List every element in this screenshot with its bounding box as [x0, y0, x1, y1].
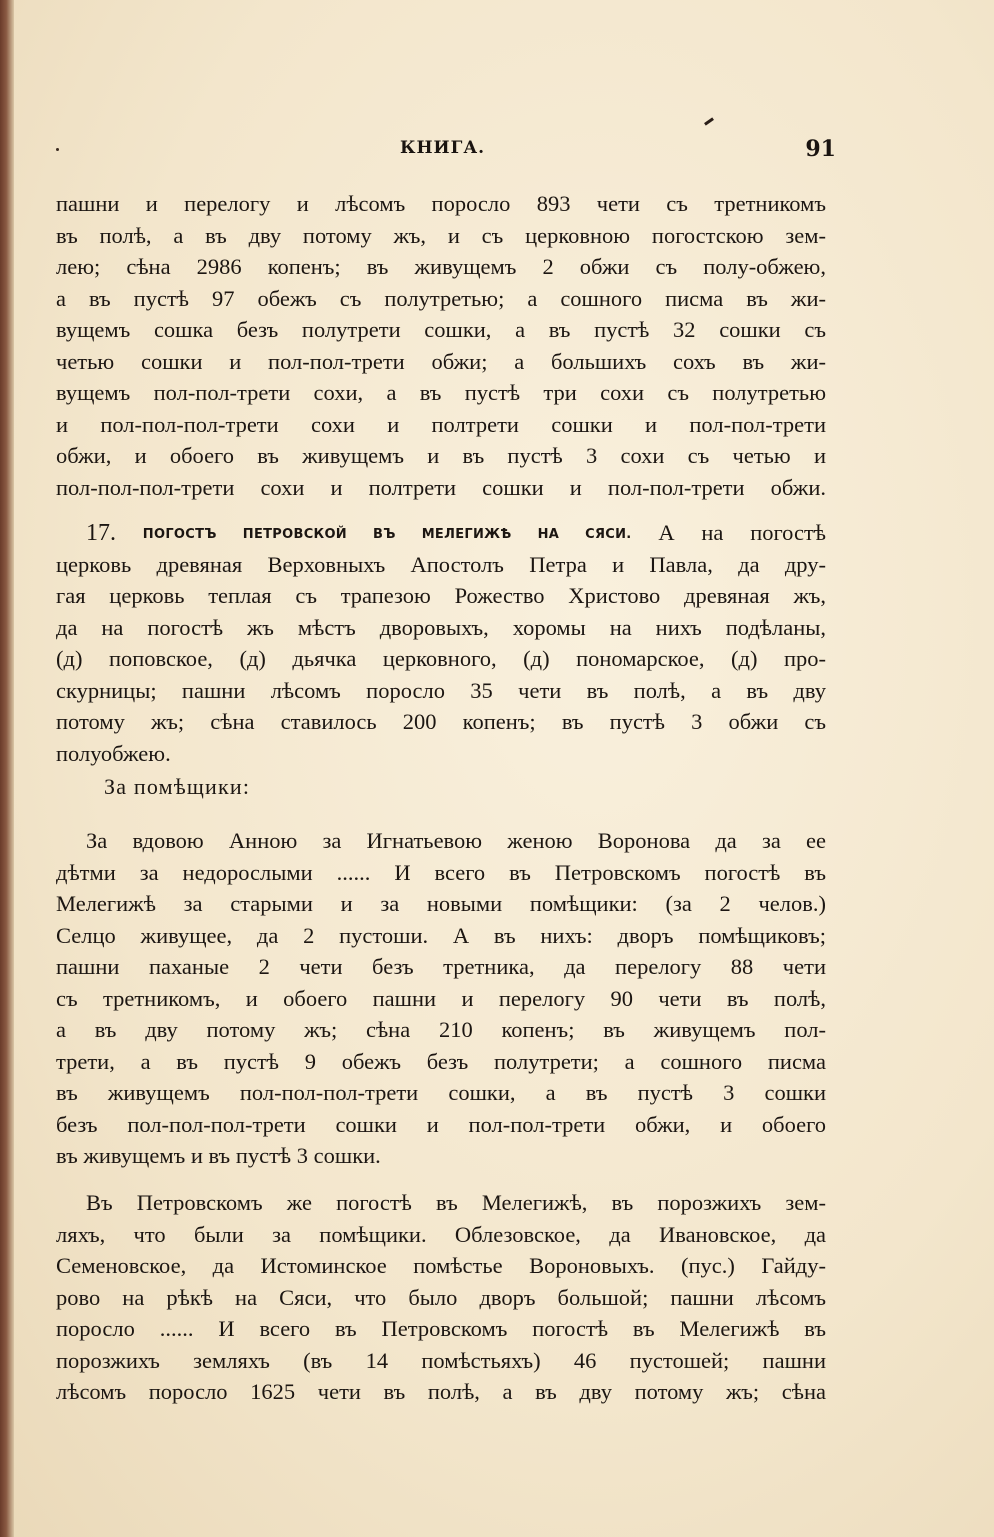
text-line: въ живущемъ и въ пустѣ 3 сошки.	[56, 1143, 381, 1168]
text-line: лѣсомъ поросло 1625 чети въ полѣ, а въ дву потому жъ; сѣна	[56, 1379, 826, 1404]
text-line: Въ Петровскомъ же погостѣ въ Мелегижѣ, въ порозжихъ зем-	[86, 1190, 826, 1215]
text-line: четью сошки и пол-пол-трети обжи; а большихъ сохъ въ жи-	[56, 348, 826, 374]
book-binding-edge	[0, 0, 14, 1537]
text-line: поросло ...... И всего въ Петровскомъ погостѣ въ Мелегижѣ въ	[56, 1316, 826, 1341]
section-subheading: За помѣщики:	[104, 774, 251, 799]
text-line: За вдовою Анною за Игнатьевою женою Воронова да за ее	[86, 828, 826, 853]
text-line: въ живущемъ пол-пол-пол-трети сошки, а въ пустѣ 3 сошки	[56, 1080, 826, 1105]
text-line: обжи, и обоего въ живущемъ и въ пустѣ 3 сохи съ четью и	[56, 443, 826, 468]
section-number: 17.	[86, 520, 116, 546]
text-line: трети, а въ пустѣ 9 обежъ безъ полутрети; а сошного писма	[56, 1048, 826, 1074]
text-line: вущемъ сошка безъ полутрети сошки, а въ пустѣ 32 сошки съ	[56, 317, 826, 342]
text-line: Семеновское, да Истоминское помѣстье Вороновыхъ. (пус.) Гайду-	[56, 1253, 826, 1278]
text-line: гая церковь теплая съ трапезою Рожество Христово древяная жъ,	[56, 583, 826, 608]
paragraph-3	[56, 825, 826, 1172]
text-line: а въ дву потому жъ; сѣна 210 копенъ; въ живущемъ пол-	[56, 1017, 826, 1042]
text-line: Селцо живущее, да 2 пустоши. А въ нихъ: дворъ помѣщиковъ;	[56, 922, 826, 948]
section-heading: ПОГОСТЪ ПЕТРОВСКОЙ ВЪ МЕЛЕГИЖѢ НА СЯСИ.	[142, 527, 632, 542]
ink-mark	[704, 117, 714, 125]
page-number: 91	[805, 136, 836, 162]
paragraph-2	[56, 517, 826, 769]
text-line: (д) поповское, (д) дьячка церковного, (д) пономарское, (д) про-	[56, 646, 826, 671]
text-line: рово на рѣкѣ на Сяси, что было дворъ большой; пашни лѣсомъ	[56, 1284, 826, 1310]
text-line: пашни паханые 2 чети безъ третника, да перелогу 88 чети	[56, 954, 826, 979]
text-line: вущемъ пол-пол-трети сохи, а въ пустѣ три сохи съ полутретью	[56, 380, 826, 405]
text-line: потому жъ; сѣна ставилось 200 копенъ; въ пустѣ 3 обжи съ	[56, 709, 826, 734]
text-line: лею; сѣна 2986 копенъ; въ живущемъ 2 обжи съ полу-обжею,	[56, 254, 826, 279]
text-line: Мелегижѣ за старыми и за новыми помѣщики: (за 2 челов.)	[56, 891, 826, 916]
text-line: съ третникомъ, и обоего пашни и перелогу 90 чети въ полѣ,	[56, 985, 826, 1011]
text-line: въ полѣ, а въ дву потому жъ, и съ церковною погостскою зем-	[56, 222, 826, 248]
text-line: пашни и перелогу и лѣсомъ поросло 893 чети съ третникомъ	[56, 191, 826, 216]
text-line: а въ пустѣ 97 обежъ съ полутретью; а сошного писма въ жи-	[56, 285, 826, 311]
text-line: и пол-пол-пол-трети сохи и полтрети сошки и пол-пол-трети	[56, 411, 826, 437]
section-first-line	[56, 517, 826, 549]
text-line: скурницы; пашни лѣсомъ поросло 35 чети въ полѣ, а въ дву	[56, 677, 826, 703]
paragraph-1	[56, 188, 826, 503]
text-line: полуобжею.	[56, 740, 171, 766]
text-line: церковь древяная Верховныхъ Апостолъ Петра и Павла, да дру-	[56, 551, 826, 577]
text-line: пол-пол-пол-трети сохи и полтрети сошки и пол-пол-трети обжи.	[56, 474, 826, 500]
running-title: КНИГА.	[400, 138, 486, 158]
ink-dot	[56, 148, 59, 151]
text-line: дѣтми за недорослыми ...... И всего въ Петровскомъ погостѣ въ	[56, 859, 826, 885]
page-header	[56, 138, 836, 168]
text-fragment: А на погостѣ	[658, 520, 826, 545]
text-line: порозжихъ земляхъ (въ 14 помѣстьяхъ) 46 пустошей; пашни	[56, 1347, 826, 1373]
text-line: ляхъ, что были за помѣщики. Облезовское, да Ивановское, да	[56, 1221, 826, 1247]
text-line: да на погостѣ жъ мѣстъ дворовыхъ, хоромы на нихъ подѣланы,	[56, 614, 826, 640]
text-line: безъ пол-пол-пол-трети сошки и пол-пол-трети обжи, и обоего	[56, 1111, 826, 1137]
paragraph-4	[56, 1187, 826, 1408]
